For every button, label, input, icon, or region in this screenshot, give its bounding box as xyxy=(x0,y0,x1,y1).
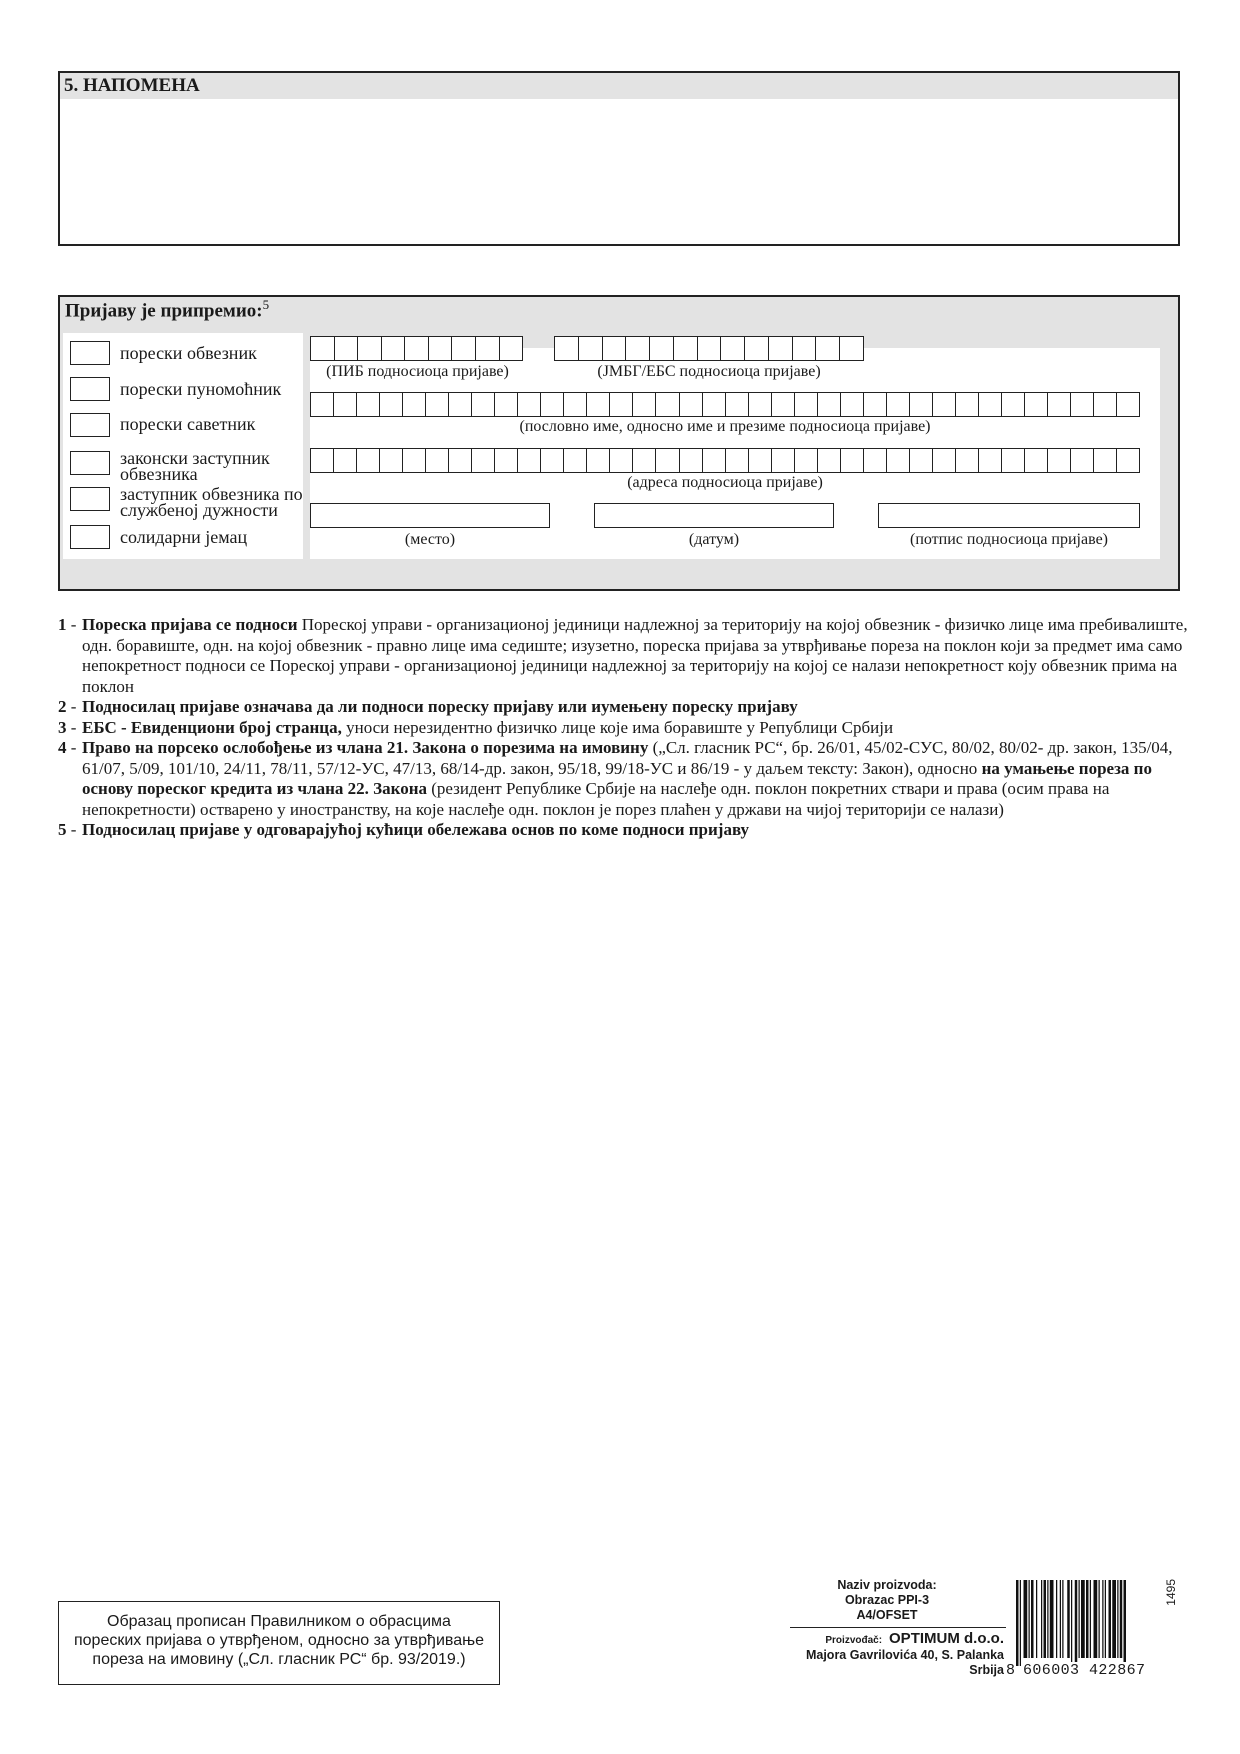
digit-cell[interactable] xyxy=(749,449,772,472)
digit-cell[interactable] xyxy=(703,449,726,472)
role-label: порески пуномоћник xyxy=(120,379,282,399)
digit-cell[interactable] xyxy=(357,393,380,416)
digit-cell[interactable] xyxy=(1048,393,1071,416)
digit-cell[interactable] xyxy=(1002,393,1025,416)
regulation-line: Образац прописан Правилником о обрасцима xyxy=(107,1613,451,1630)
product-info xyxy=(770,1578,1004,1678)
footnote-item xyxy=(58,615,1188,697)
pib-input[interactable] xyxy=(310,336,523,361)
digit-cell[interactable] xyxy=(1094,449,1117,472)
digit-cell[interactable] xyxy=(587,393,610,416)
digit-cell[interactable] xyxy=(357,449,380,472)
digit-cell[interactable] xyxy=(887,449,910,472)
digit-cell[interactable] xyxy=(380,449,403,472)
digit-cell[interactable] xyxy=(429,337,453,360)
footnote-text: Подносилац пријаве означава да ли подноси пореску пријаву или иумењену пореску пријаву xyxy=(82,697,798,716)
regulation-note xyxy=(58,1601,500,1685)
digit-cell[interactable] xyxy=(603,337,627,360)
maker-name: OPTIMUM d.o.o. xyxy=(889,1630,1004,1647)
place-input[interactable] xyxy=(310,503,550,528)
digit-cell[interactable] xyxy=(541,449,564,472)
digit-cell[interactable] xyxy=(311,449,334,472)
footnote-number: 1 - xyxy=(58,615,77,634)
digit-cell[interactable] xyxy=(426,449,449,472)
role-checkbox[interactable] xyxy=(70,413,110,437)
signature-caption: (потпис подносиоца пријаве) xyxy=(910,531,1108,548)
digit-cell[interactable] xyxy=(334,393,357,416)
regulation-line: пореских пријава о утврђеном, односно за утврђивање xyxy=(73,1632,484,1649)
digit-cell[interactable] xyxy=(555,337,579,360)
digit-cell[interactable] xyxy=(841,393,864,416)
footnote-item xyxy=(58,820,1188,841)
digit-cell[interactable] xyxy=(1117,449,1139,472)
place-caption: (место) xyxy=(404,531,456,548)
digit-cell[interactable] xyxy=(864,449,887,472)
digit-cell[interactable] xyxy=(1025,393,1048,416)
digit-cell[interactable] xyxy=(1117,393,1139,416)
barcode xyxy=(1006,1580,1162,1680)
digit-cell[interactable] xyxy=(358,337,382,360)
digit-cell[interactable] xyxy=(449,449,472,472)
digit-cell[interactable] xyxy=(910,393,933,416)
footnote-text: на умањење пореза по основу пореског кредита из члана 22. Закона xyxy=(82,758,1152,798)
role-label: порески саветник xyxy=(120,414,256,434)
jmbg-input[interactable] xyxy=(554,336,864,361)
digit-cell[interactable] xyxy=(382,337,406,360)
product-name-label: Naziv proizvoda: xyxy=(837,1578,937,1592)
digit-cell[interactable] xyxy=(769,337,793,360)
role-label: солидарни јемац xyxy=(120,527,248,547)
digit-cell[interactable] xyxy=(334,449,357,472)
digit-cell[interactable] xyxy=(933,393,956,416)
maker-label: Proizvođač: xyxy=(825,1635,883,1646)
role-checkbox[interactable] xyxy=(70,525,110,549)
digit-cell[interactable] xyxy=(680,449,703,472)
footnote-item xyxy=(58,718,1188,739)
digit-cell[interactable] xyxy=(656,393,679,416)
digit-cell[interactable] xyxy=(745,337,769,360)
digit-cell[interactable] xyxy=(518,393,541,416)
digit-cell[interactable] xyxy=(933,449,956,472)
date-caption: (датум) xyxy=(688,531,740,548)
signature-field[interactable] xyxy=(878,503,1140,528)
barcode-first-digit: 8 xyxy=(1006,1662,1016,1679)
footnote-number: 3 - xyxy=(58,717,77,737)
digit-cell[interactable] xyxy=(910,449,933,472)
applicant-fields xyxy=(310,333,1160,559)
digit-cell[interactable] xyxy=(721,337,745,360)
footnotes xyxy=(58,615,1188,841)
digit-cell[interactable] xyxy=(840,337,863,360)
date-input[interactable] xyxy=(594,503,834,528)
digit-cell[interactable] xyxy=(472,393,495,416)
pib-caption: (ПИБ подносиоца пријаве) xyxy=(326,363,509,380)
digit-cell[interactable] xyxy=(610,449,633,472)
digit-cell[interactable] xyxy=(472,449,495,472)
digit-cell[interactable] xyxy=(793,337,817,360)
footnote-text: Пореској управи - организационој јединици надлежној за територију на којој обвезник - физичко лице има пребивалиште, одн. боравиште, одн. на којој обвезник - правно лице има седиште; изузетно, пореска пријава за утврђивање пореза на поклон који за предмет има само непокретност подноси се Пореској управи - организационој јединици надлежној за територију на којој се налази непокретност коју обвезник прима на поклон xyxy=(82,615,1188,696)
address-caption: (адреса подносиоца пријаве) xyxy=(627,474,823,491)
digit-cell[interactable] xyxy=(495,393,518,416)
digit-cell[interactable] xyxy=(887,393,910,416)
digit-cell[interactable] xyxy=(795,449,818,472)
digit-cell[interactable] xyxy=(380,393,403,416)
digit-cell[interactable] xyxy=(1071,393,1094,416)
jmbg-caption: (ЈМБГ/ЕБС подносиоца пријаве) xyxy=(597,363,821,380)
footnote-text: уноси нерезидентно физичко лице које има боравиште у Републици Србији xyxy=(341,717,894,737)
digit-cell[interactable] xyxy=(772,449,795,472)
address-input[interactable] xyxy=(310,448,1140,473)
footnote-text: Пореска пријава се подноси xyxy=(82,615,298,634)
digit-cell[interactable] xyxy=(610,393,633,416)
barcode-group-2: 422867 xyxy=(1089,1662,1146,1679)
prepared-by-title: Пријаву је припремио:$^5$ xyxy=(65,297,270,322)
product-name: Obrazac PPI-3 xyxy=(844,1593,930,1607)
digit-cell[interactable] xyxy=(816,337,840,360)
digit-cell[interactable] xyxy=(564,393,587,416)
digit-cell[interactable] xyxy=(1002,449,1025,472)
digit-cell[interactable] xyxy=(311,393,334,416)
digit-cell[interactable] xyxy=(1048,449,1071,472)
digit-cell[interactable] xyxy=(795,393,818,416)
barcode-bars xyxy=(1016,1580,1162,1666)
footnote-item xyxy=(58,697,1188,718)
footnote-text: Подносилац пријаве у одговарајућој кућици обележава основ по коме подноси пријаву xyxy=(82,820,750,839)
digit-cell[interactable] xyxy=(956,449,979,472)
digit-cell[interactable] xyxy=(633,449,656,472)
role-checkbox[interactable] xyxy=(70,487,110,511)
prepared-by-section xyxy=(58,295,1180,591)
digit-cell[interactable] xyxy=(403,449,426,472)
barcode-group-1: 606003 xyxy=(1023,1662,1080,1679)
name-caption: (пословно име, односно име и презиме подносиоца пријаве) xyxy=(519,418,931,435)
digit-cell[interactable] xyxy=(564,449,587,472)
divider xyxy=(790,1627,1006,1628)
napomena-section xyxy=(58,71,1180,246)
digit-cell[interactable] xyxy=(864,393,887,416)
footnote-number: 4 - xyxy=(58,738,77,757)
digit-cell[interactable] xyxy=(495,449,518,472)
digit-cell[interactable] xyxy=(476,337,500,360)
digit-cell[interactable] xyxy=(726,449,749,472)
role-checkbox[interactable] xyxy=(70,377,110,401)
digit-cell[interactable] xyxy=(680,393,703,416)
digit-cell[interactable] xyxy=(650,337,674,360)
digit-cell[interactable] xyxy=(452,337,476,360)
digit-cell[interactable] xyxy=(405,337,429,360)
footnote-number: 5 - xyxy=(58,820,77,839)
digit-cell[interactable] xyxy=(979,393,1002,416)
product-format: A4/OFSET xyxy=(856,1608,918,1622)
digit-cell[interactable] xyxy=(749,393,772,416)
digit-cell[interactable] xyxy=(818,393,841,416)
footnote-text: Право на порсеко ослобођење из члана 21. Закона о порезима на имовину xyxy=(82,738,649,757)
digit-cell[interactable] xyxy=(703,393,726,416)
digit-cell[interactable] xyxy=(674,337,698,360)
role-options xyxy=(63,333,303,559)
digit-cell[interactable] xyxy=(956,393,979,416)
footnote-text: ЕБС - Евиденциони број странца, xyxy=(82,717,342,737)
digit-cell[interactable] xyxy=(541,393,564,416)
footnote-text: (резидент Републике Србије на наслеђе одн. поклон покретних ствари и права (осим права на непокретности) остварено у иностранству, на које наслеђе одн. поклон је порез плаћен у држави на чијој територији се налази) xyxy=(82,779,1110,819)
digit-cell[interactable] xyxy=(403,393,426,416)
digit-cell[interactable] xyxy=(979,449,1002,472)
maker-address: Majora Gavrilovića 40, S. Palanka xyxy=(805,1648,1004,1662)
digit-cell[interactable] xyxy=(335,337,359,360)
digit-cell[interactable] xyxy=(449,393,472,416)
napomena-title: 5. НАПОМЕНА xyxy=(60,73,1178,99)
digit-cell[interactable] xyxy=(818,449,841,472)
digit-cell[interactable] xyxy=(518,449,541,472)
napomena-text-area[interactable] xyxy=(60,99,1178,244)
role-checkbox[interactable] xyxy=(70,341,110,365)
digit-cell[interactable] xyxy=(1025,449,1048,472)
footnote-item xyxy=(58,738,1188,820)
digit-cell[interactable] xyxy=(841,449,864,472)
footnote-number: 2 - xyxy=(58,697,77,716)
digit-cell[interactable] xyxy=(772,393,795,416)
maker-country: Srbija xyxy=(969,1663,1004,1677)
digit-cell[interactable] xyxy=(1094,393,1117,416)
digit-cell[interactable] xyxy=(698,337,722,360)
digit-cell[interactable] xyxy=(500,337,523,360)
digit-cell[interactable] xyxy=(579,337,603,360)
regulation-line: пореза на имовину („Сл. гласник РС“ бр. 93/2019.) xyxy=(92,1651,466,1668)
footnote-ref: 5 xyxy=(262,297,270,312)
digit-cell[interactable] xyxy=(426,393,449,416)
role-label: заступник обвезника по службеној дужности xyxy=(120,484,303,520)
footnote-text: („Сл. гласник РС“, бр. 26/01, 45/02-СУС, 80/02, 80/02- др. закон, 135/04, 61/07, 5/09, 101/10, 24/11, 78/11, 57/12-УС, 47/13, 68/14-др. закон, 95/18, 99/18-УС и 86/19 - у даљем тексту: Закон), односно xyxy=(82,738,1173,778)
name-input[interactable] xyxy=(310,392,1140,417)
digit-cell[interactable] xyxy=(633,393,656,416)
digit-cell[interactable] xyxy=(587,449,610,472)
digit-cell[interactable] xyxy=(726,393,749,416)
digit-cell[interactable] xyxy=(311,337,335,360)
side-code: 1495 xyxy=(1164,1579,1178,1606)
role-label: законски заступник обвезника xyxy=(120,448,270,484)
digit-cell[interactable] xyxy=(656,449,679,472)
role-label: порески обвезник xyxy=(120,343,257,363)
digit-cell[interactable] xyxy=(1071,449,1094,472)
digit-cell[interactable] xyxy=(626,337,650,360)
role-checkbox[interactable] xyxy=(70,451,110,475)
